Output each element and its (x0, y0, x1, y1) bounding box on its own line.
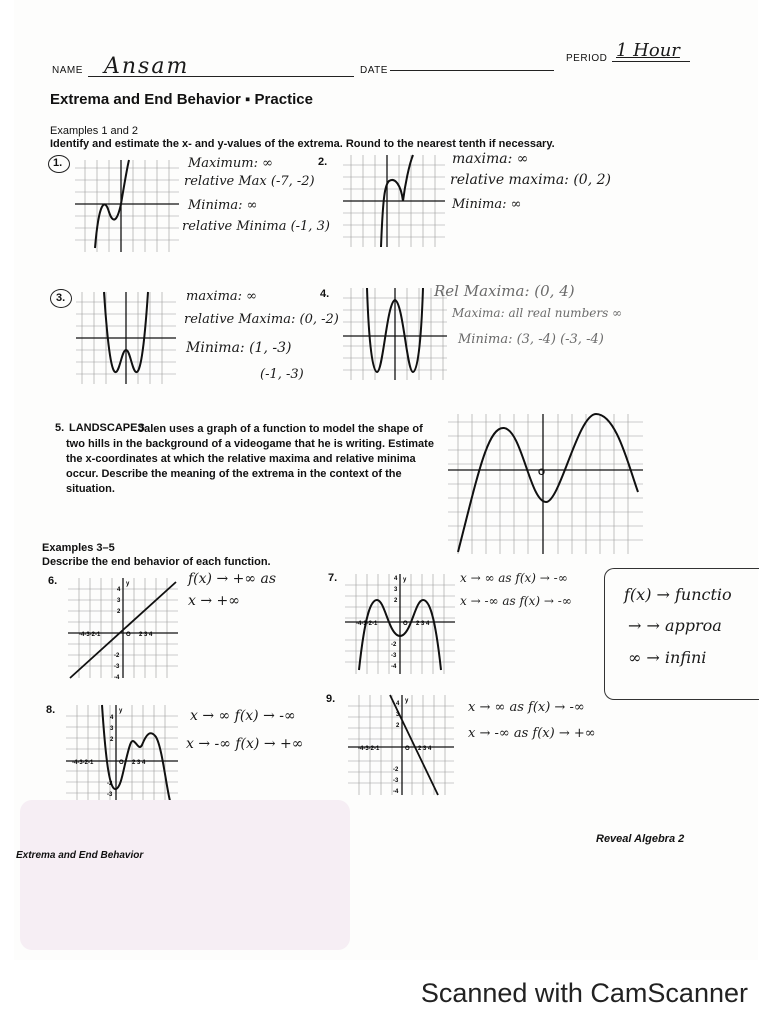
tick-label-neg-y: -2 (107, 781, 113, 787)
problem-3-number: 3. (56, 292, 66, 304)
graph-6 (68, 578, 178, 681)
p4-answer-2: Maxima: all real numbers ∞ (452, 306, 623, 320)
tick-label-pos-x: 2 3 4 (132, 760, 146, 766)
p2-answer-3: Minima: ∞ (452, 197, 522, 212)
p6-answer-1: f(x) → +∞ as (188, 571, 277, 587)
problem-5-number: 5. (55, 422, 65, 434)
p2-answer-2: relative maxima: (0, 2) (450, 172, 611, 188)
name-label: NAME (52, 65, 83, 76)
problem-7-number: 7. (328, 572, 338, 584)
p1-answer-3: Minima: ∞ (188, 198, 258, 213)
footer-left: Extrema and End Behavior (16, 850, 144, 861)
p6-answer-2: x → +∞ (188, 593, 240, 609)
tick-label-neg-y: -2 (393, 767, 399, 773)
y-axis-label: y (119, 708, 123, 714)
tick-label-neg-x: -4-3-2-1 (358, 746, 380, 752)
problem-9-number: 9. (326, 693, 336, 705)
problem-8-number: 8. (46, 704, 56, 716)
tick-label-pos-x: 2 3 4 (139, 632, 153, 638)
graph-5 (448, 414, 643, 554)
origin-label: O (405, 746, 410, 752)
tick-label-neg-y: -4 (391, 664, 397, 670)
p9-answer-2: x → -∞ as f(x) → +∞ (468, 726, 596, 741)
circle-mark (48, 155, 70, 173)
tick-label-y: 3 (110, 726, 114, 732)
tick-label-y: 4 (110, 715, 114, 721)
tick-label-neg-y: -4 (114, 675, 120, 681)
tick-label-y: 4 (117, 587, 121, 593)
graph-2 (343, 155, 445, 247)
graph-3 (76, 292, 176, 384)
problem-2-number: 2. (318, 156, 328, 168)
note-line-2: → → approa (628, 616, 722, 635)
origin-label: O (119, 760, 124, 766)
tick-label-neg-y: -2 (391, 642, 397, 648)
p3-answer-4: (-1, -3) (260, 367, 304, 382)
origin-label: O (126, 632, 131, 638)
period-value: 1 Hour (616, 40, 680, 61)
scanner-watermark: Scanned with CamScanner (420, 978, 748, 1008)
period-line (612, 61, 690, 62)
p4-answer-1: Rel Maxima: (0, 4) (434, 282, 575, 300)
tick-label-y: 2 (396, 723, 400, 729)
p3-answer-1: maxima: ∞ (186, 289, 257, 304)
y-axis-label: y (403, 577, 407, 583)
date-line (390, 70, 554, 71)
p7-answer-2: x → -∞ as f(x) → -∞ (460, 594, 572, 608)
tick-label-y: 3 (117, 598, 121, 604)
tick-label-neg-x: -4-3-2-1 (79, 632, 101, 638)
graph-4 (343, 288, 447, 380)
tick-label-neg-y: -4 (393, 789, 399, 795)
problem-5-text: Jalen uses a graph of a function to model the shape of two hills in the background of a videogame that he is writing. Estimate the x-coordinates at which the relative maxima and relative minima occur. Describe the meaning of the extrema in the context of the situation. (66, 423, 434, 495)
problem-4-number: 4. (320, 288, 330, 300)
tick-label-y: 4 (396, 701, 400, 707)
p1-answer-1: Maximum: ∞ (188, 156, 273, 171)
graph-5-origin: O (538, 467, 546, 477)
tick-label-neg-y: -3 (107, 792, 113, 798)
graph-9 (348, 695, 454, 795)
note-line-1: f(x) → functio (624, 585, 732, 604)
tick-label-pos-x: 2 3 4 (416, 621, 430, 627)
footer-right: Reveal Algebra 2 (596, 833, 685, 845)
y-axis-label: y (126, 581, 130, 587)
p1-answer-4: relative Minima (-1, 3) (182, 219, 330, 234)
p7-answer-1: x → ∞ as f(x) → -∞ (460, 571, 568, 585)
section2-instruction: Describe the end behavior of each function. (42, 556, 271, 568)
tick-label-neg-x: -4-3-2-1 (356, 621, 378, 627)
tick-label-pos-x: 2 3 4 (418, 746, 432, 752)
page-title: Extrema and End Behavior ▪ Practice (50, 91, 313, 108)
section1-examples: Examples 1 and 2 (50, 125, 139, 137)
tick-label-neg-y: -2 (114, 653, 120, 659)
section1-instruction: Identify and estimate the x- and y-values of the extrema. Round to the nearest tenth if necessary. (50, 138, 555, 150)
name-value: Ansam (104, 54, 190, 79)
tick-label-y: 2 (117, 609, 121, 615)
problem-6-number: 6. (48, 575, 58, 587)
section2-examples: Examples 3–5 (42, 542, 115, 554)
tick-label-neg-y: -3 (391, 653, 397, 659)
graph-1 (75, 160, 179, 252)
tick-label-y: 3 (394, 587, 398, 593)
p3-answer-3: Minima: (1, -3) (186, 340, 292, 356)
origin-label: O (403, 621, 408, 627)
tick-label-y: 2 (394, 598, 398, 604)
y-axis-label: y (405, 698, 409, 704)
graph-7 (345, 574, 455, 674)
tick-label-neg-x: -4-3-2-1 (72, 760, 94, 766)
tick-label-neg-y: -3 (114, 664, 120, 670)
p3-answer-2: relative Maxima: (0, -2) (184, 312, 339, 327)
p1-answer-2: relative Max (-7, -2) (184, 174, 315, 189)
graph-8 (66, 705, 178, 805)
date-label: DATE (360, 65, 388, 76)
tick-label-neg-y: -3 (393, 778, 399, 784)
p8-answer-2: x → -∞ f(x) → +∞ (186, 736, 304, 752)
p8-answer-1: x → ∞ f(x) → -∞ (190, 708, 296, 724)
problem-5-heading: LANDSCAPES (69, 422, 145, 434)
p4-answer-3: Minima: (3, -4) (-3, -4) (458, 332, 604, 347)
tick-label-y: 4 (394, 576, 398, 582)
problem-1-number: 1. (53, 157, 63, 169)
circle-mark (50, 289, 72, 308)
period-label: PERIOD (566, 53, 608, 64)
note-line-3: ∞ → infini (628, 648, 707, 667)
p9-answer-1: x → ∞ as f(x) → -∞ (468, 700, 585, 715)
tick-label-y: 3 (396, 712, 400, 718)
tick-label-y: 2 (110, 737, 114, 743)
smudge (20, 800, 350, 950)
p2-answer-1: maxima: ∞ (452, 151, 529, 167)
